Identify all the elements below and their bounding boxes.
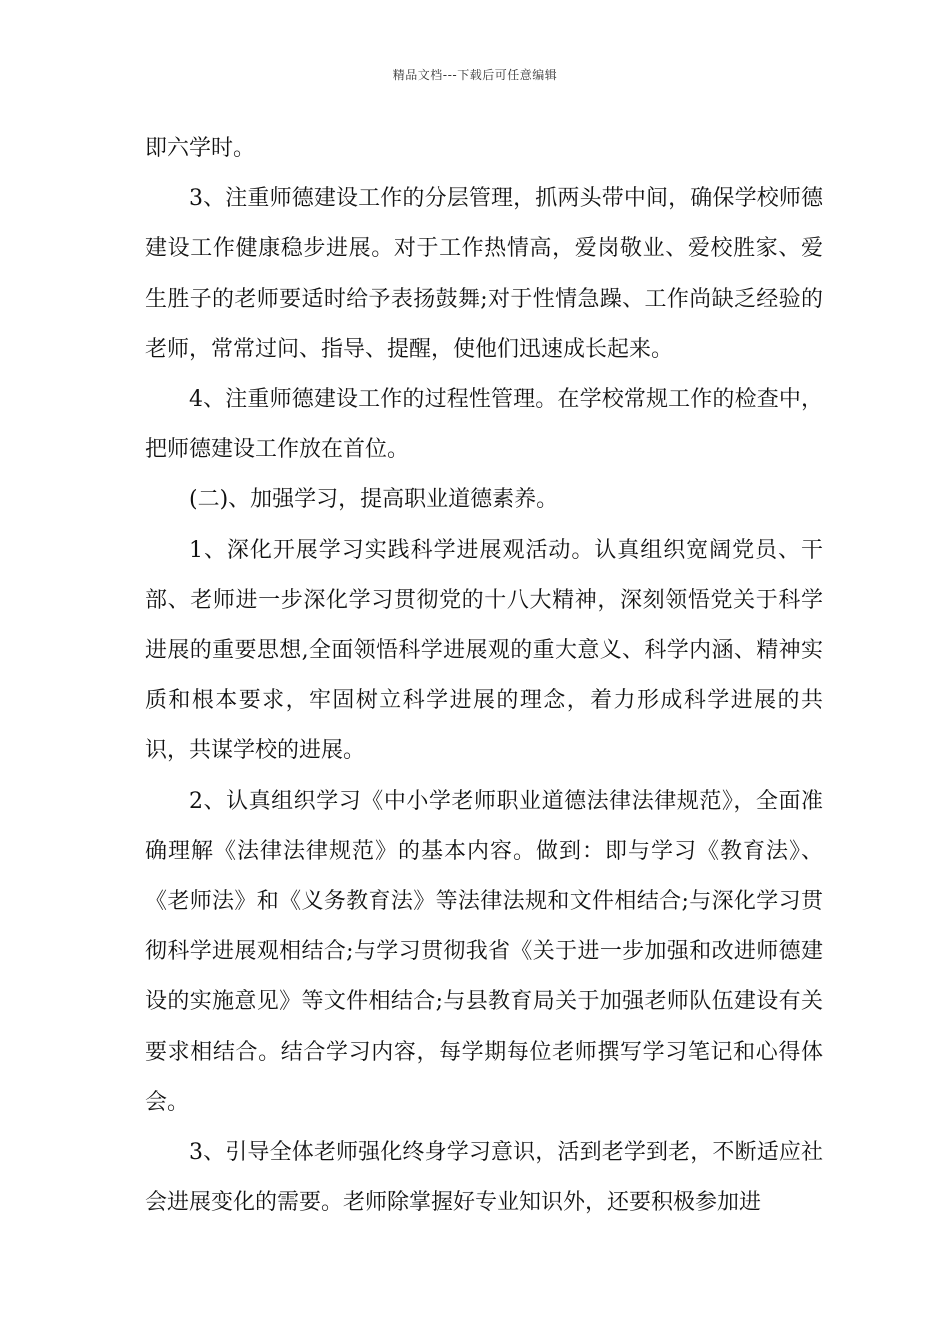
page-header: 精品文档---下载后可任意编辑 [392, 68, 558, 82]
paragraph-continuation: 即六学时。 [145, 136, 256, 161]
paragraph-item-4-process-management: 4、注重师德建设工作的过程性管理。在学校常规工作的检查中，把师德建设工作放在首位。 [145, 387, 823, 463]
document-body [145, 124, 823, 1228]
paragraph-item-1-deepen-study: 1、深化开展学习实践科学进展观活动。认真组织宽阔党员、干部、老师进一步深化学习贯彻党的十八大精神，深刻领悟党关于科学进展的重要思想,全面领悟科学进展观的重大意义、科学内涵、精神实质和根本要求，牢固树立科学进展的理念，着力形成科学进展的共识，共谋学校的进展。 [145, 537, 823, 764]
paragraph-item-3-layered-management: 3、注重师德建设工作的分层管理，抓两头带中间，确保学校师德建设工作健康稳步进展。对于工作热情高，爱岗敬业、爱校胜家、爱生胜子的老师要适时给予表扬鼓舞;对于性情急躁、工作尚缺乏经验的老师，常常过问、指导、提醒，使他们迅速成长起来。 [145, 186, 823, 362]
paragraph-item-2-study-norms: 2、认真组织学习《中小学老师职业道德法律法律规范》，全面准确理解《法律法律规范》的基本内容。做到：即与学习《教育法》、《老师法》和《义务教育法》等法律法规和文件相结合;与深化学习贯彻科学进展观相结合;与学习贯彻我省《关于进一步加强和改进师德建设的实施意见》等文件相结合;与县教育局关于加强老师队伍建设有关要求相结合。结合学习内容，每学期每位老师撰写学习笔记和心得体会。 [145, 788, 823, 1115]
paragraph-item-3-lifelong-learning: 3、引导全体老师强化终身学习意识，活到老学到老，不断适应社会进展变化的需要。老师除掌握好专业知识外，还要积极参加进 [145, 1140, 823, 1216]
section-heading-study: (二)、加强学习，提高职业道德素养。 [189, 487, 559, 513]
